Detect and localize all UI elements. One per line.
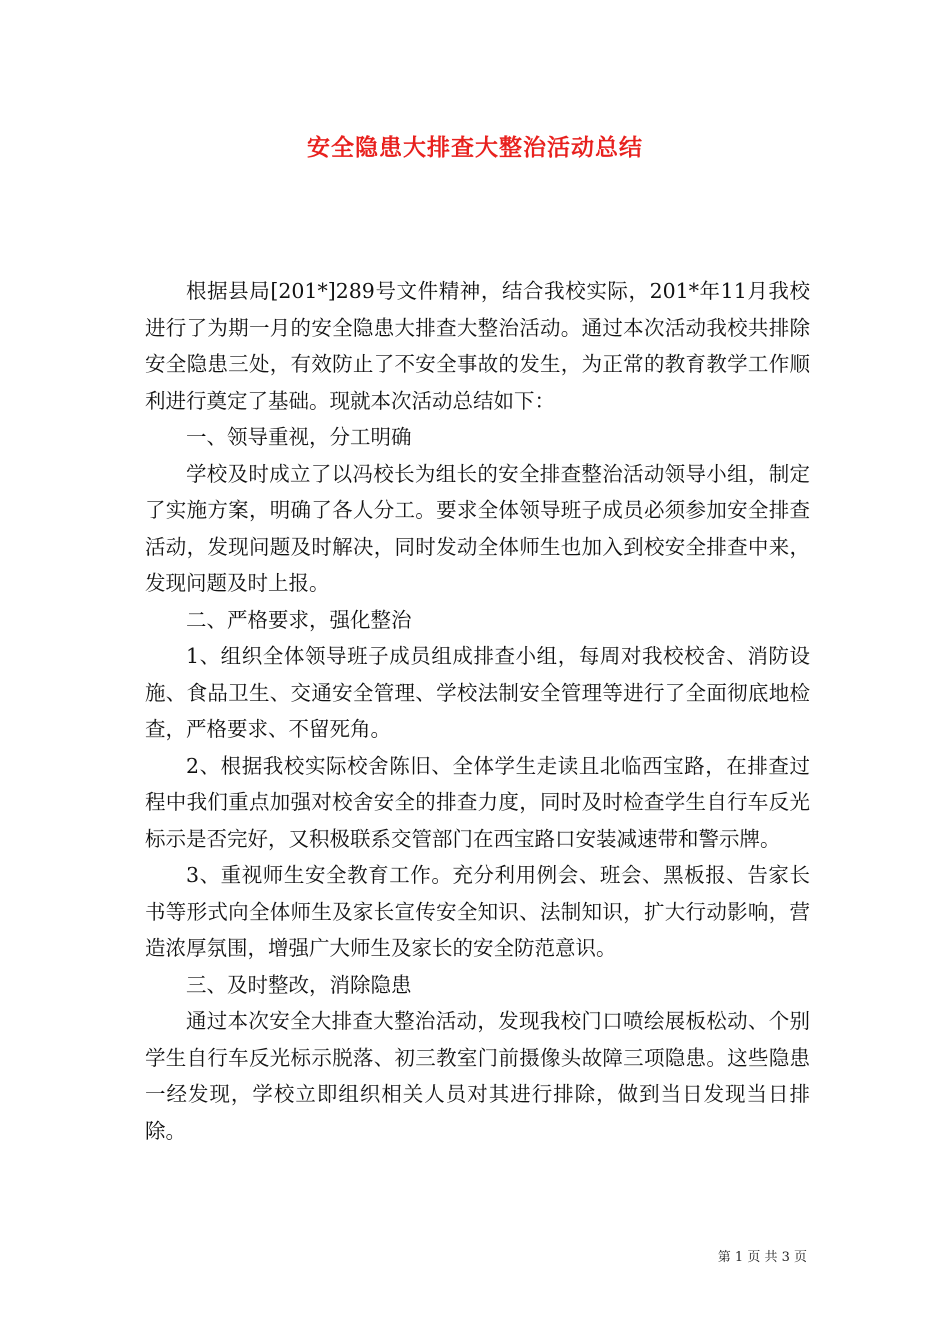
document-body [145,273,810,1149]
section-2-item-3: 3、重视师生安全教育工作。充分利用例会、班会、黑板报、告家长书等形式向全体师生及家长宣传安全知识、法制知识，扩大行动影响，营造浓厚氛围，增强广大师生及家长的安全防范意识。 [145,863,810,960]
page-number-label: 第 1 页 共 3 页 [717,1250,807,1265]
section-heading-3: 三、及时整改，消除隐患 [186,972,412,997]
intro-paragraph: 根据县局[201*]289号文件精神，结合我校实际，201*年11月我校进行了为期一月的安全隐患大排查大整治活动。通过本次活动我校共排除安全隐患三处，有效防止了不安全事故的发生，为正常的教育教学工作顺利进行奠定了基础。现就本次活动总结如下： [145,279,810,413]
section-2-item-2: 2、根据我校实际校舍陈旧、全体学生走读且北临西宝路，在排查过程中我们重点加强对校舍安全的排查力度，同时及时检查学生自行车反光标示是否完好，又积极联系交管部门在西宝路口安装减速带和警示牌。 [145,753,810,851]
section-3-paragraph: 通过本次安全大排查大整治活动，发现我校门口喷绘展板松动、个别学生自行车反光标示脱落、初三教室门前摄像头故障三项隐患。这些隐患一经发现，学校立即组织相关人员对其进行排除，做到当日发现当日排除。 [145,1009,810,1143]
section-1-paragraph: 学校及时成立了以冯校长为组长的安全排查整治活动领导小组，制定了实施方案，明确了各人分工。要求全体领导班子成员必须参加安全排查活动，发现问题及时解决，同时发动全体师生也加入到校安全排查中来，发现问题及时上报。 [145,461,810,595]
section-heading-1: 一、领导重视，分工明确 [186,425,412,449]
section-2-item-1: 1、组织全体领导班子成员组成排查小组，每周对我校校舍、消防设施、食品卫生、交通安全管理、学校法制安全管理等进行了全面彻底地检查，严格要求、不留死角。 [145,644,810,741]
section-heading-2: 二、严格要求，强化整治 [186,607,412,632]
document-title: 安全隐患大排查大整治活动总结 [307,134,643,161]
page-number-footer [718,1249,807,1267]
